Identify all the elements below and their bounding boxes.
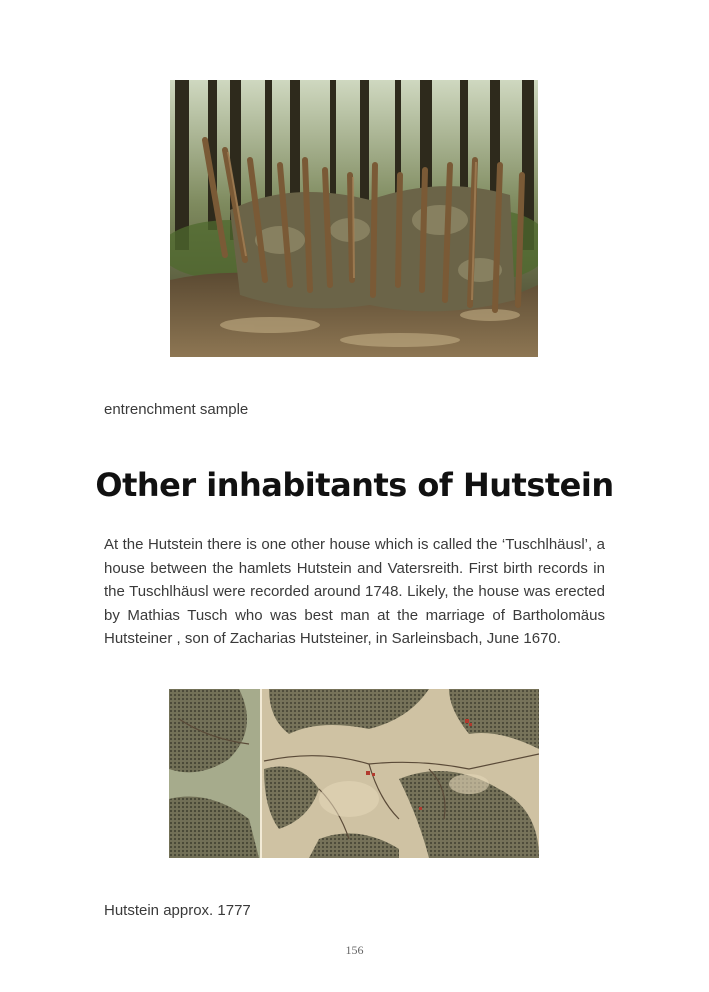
- entrenchment-photo: [170, 80, 538, 357]
- page-number: 156: [345, 943, 364, 957]
- photo-caption: entrenchment sample: [104, 401, 249, 418]
- historic-map-image: [169, 689, 539, 858]
- map-caption: Hutstein approx. 1777: [104, 902, 251, 919]
- section-heading: Other inhabitants of Hutstein: [95, 466, 614, 504]
- body-paragraph: At the Hutstein there is one other house which is called the ‘Tuschlhäusl’, a house between the hamlets Hutstein and Vatersreith. First birth records in the Tuschlhäusl were recorded around 1748. Likely, the house was erected by Mathias Tusch who was best man at the marriage of Bartholomäus Hutsteiner , son of Zacharias Hutsteiner, in Sarleinsbach, June 1670.: [104, 536, 605, 647]
